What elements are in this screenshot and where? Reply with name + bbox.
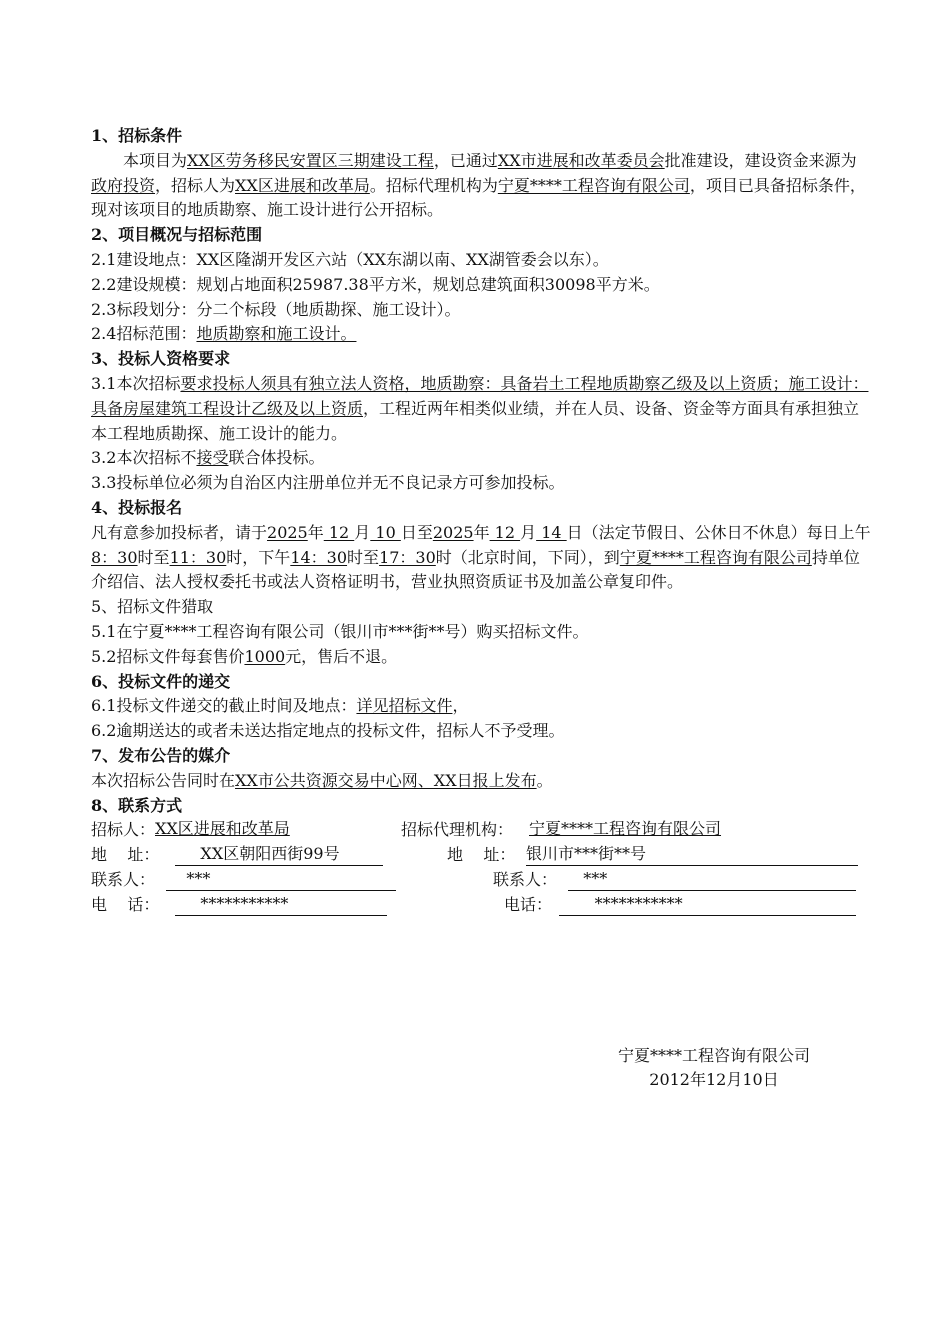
funding-source: 政府投资	[91, 175, 156, 195]
document-body	[91, 124, 871, 918]
registration-org: 宁夏****工程咨询有限公司	[619, 547, 812, 567]
section-6-item-2: 6.2逾期送达的或者未送达指定地点的投标文件，招标人不予受理。	[91, 721, 565, 741]
section-3-item-2: 3.2本次招标不接受联合体投标。	[91, 448, 325, 468]
address-label-left: 地 址：	[91, 845, 160, 865]
address-value-left: XX区朝阳西街99号	[175, 843, 383, 866]
section-2-heading: 2、项目概况与招标范围	[91, 225, 263, 245]
section-1-heading: 1、招标条件	[91, 126, 183, 145]
section-2-item-3: 2.3标段划分：分二个标段（地质勘探、施工设计）。	[91, 299, 461, 319]
phone-label-right: 电话：	[504, 894, 553, 914]
agency-name: 宁夏****工程咨询有限公司	[497, 175, 690, 195]
section-6-item-1: 6.1投标文件递交的截止时间及地点：详见招标文件，	[91, 696, 469, 716]
agency-label: 招标代理机构：	[401, 820, 514, 840]
tenderer-name: XX区进展和改革局	[235, 175, 370, 195]
section-3-item-3: 3.3投标单位必须为自治区内注册单位并无不良记录方可参加投标。	[91, 473, 565, 493]
section-8-heading: 8、联系方式	[91, 795, 183, 815]
document-price: 1000	[244, 646, 286, 666]
signature-org: 宁夏****工程咨询有限公司	[617, 1046, 810, 1065]
section-6-heading: 6、投标文件的递交	[91, 671, 231, 691]
qualification-requirement: 要求投标人须具有独立法人资格，地质勘察：具备岩土工程地质勘察乙级及以上资质；施工设计：具备房屋建筑工程设计乙级及以上资质	[91, 373, 869, 418]
contact-person-value-right: ***	[568, 868, 856, 891]
phone-value-right: ***********	[559, 893, 856, 916]
project-name: XX区劳务移民安置区三期建设工程	[187, 150, 434, 170]
section-4-heading: 4、投标报名	[91, 497, 183, 517]
contact-person-value-left: ***	[166, 868, 396, 891]
approval-authority: XX市进展和改革委员会	[497, 150, 665, 170]
section-5-item-2: 5.2招标文件每套售价1000元，售后不退。	[91, 646, 398, 666]
media-list: XX市公共资源交易中心网、XX日报上发布	[235, 770, 537, 790]
contact-person-label-right: 联系人：	[493, 869, 558, 889]
tenderer-label: 招标人：	[91, 820, 156, 840]
signature-date: 2012年12月10日	[649, 1070, 779, 1089]
signature-block	[594, 1044, 834, 1092]
phone-value-left: ***********	[175, 893, 387, 916]
section-5-heading: 5、招标文件猎取	[91, 597, 214, 617]
agency-value: 宁夏****工程咨询有限公司	[529, 819, 722, 839]
phone-label-left: 电 话：	[91, 894, 160, 914]
address-label-right: 地 址：	[447, 845, 516, 865]
section-7-heading: 7、发布公告的媒介	[91, 745, 231, 765]
address-value-right: 银川市***街**号	[526, 843, 858, 866]
contact-row-1	[91, 818, 871, 843]
section-2-item-2: 2.2建设规模：规划占地面积25987.38平方米，规划总建筑面积30098平方米。	[91, 274, 660, 294]
section-4-paragraph: 凡有意参加投标者，请于2025年 12 月 10 日至2025年 12 月 14 日（法定节假日、公休日不休息）每日上午8：30时至11：30时，下午14：30时至17：30时（北京时间，下同），到宁夏****工程咨询有限公司持单位介绍信、法人授权委托书或法人资格证明书，营业执照资质证书及加盖公章复印件。	[91, 522, 871, 592]
contact-person-label-left: 联系人：	[91, 869, 156, 889]
section-3-item-1: 3.1本次招标要求投标人须具有独立法人资格，地质勘察：具备岩土工程地质勘察乙级及以上资质；施工设计：具备房屋建筑工程设计乙级及以上资质，工程近两年相类似业绩，并在人员、设备、资金等方面具有承担独立本工程地质勘探、施工设计的能力。	[91, 373, 869, 443]
section-7-item-1: 本次招标公告同时在XX市公共资源交易中心网、XX日报上发布。	[91, 770, 553, 790]
tenderer-value: XX区进展和改革局	[155, 819, 290, 839]
section-5-item-1: 5.1在宁夏****工程咨询有限公司（银川市***街**号）购买招标文件。	[91, 621, 589, 641]
contact-row-4	[91, 893, 871, 918]
section-2-item-4: 2.4招标范围：地质勘察和施工设计。	[91, 324, 357, 344]
contact-row-2	[91, 843, 871, 868]
section-1-paragraph: 本项目为XX区劳务移民安置区三期建设工程，已通过XX市进展和改革委员会批准建设，建设资金来源为 政府投资，招标人为XX区进展和改革局。招标代理机构为宁夏****工程咨询有限公司，项目已具备招标条件，现对该项目的地质勘察、施工设计进行公开招标。	[91, 150, 866, 220]
section-2-item-1: 2.1建设地点：XX区隆湖开发区六站（XX东湖以南、XX湖管委会以东）。	[91, 249, 609, 269]
tender-scope: 地质勘察和施工设计。	[196, 324, 357, 344]
contact-row-3	[91, 868, 871, 893]
section-3-heading: 3、投标人资格要求	[91, 349, 231, 369]
